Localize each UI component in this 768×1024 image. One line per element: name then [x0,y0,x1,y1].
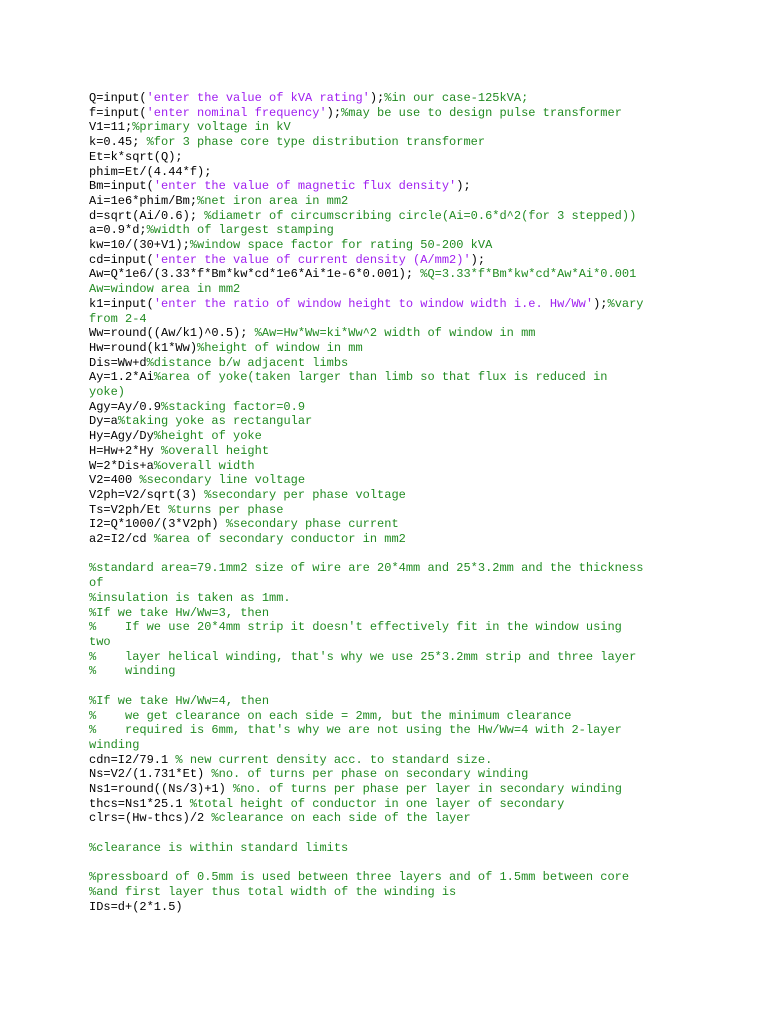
code-comment: %total height of conductor in one layer of secondary [189,796,565,811]
code-comment: % winding [89,664,176,679]
code-text: cd=input( [89,252,154,267]
code-line [89,591,729,606]
code-string: 'enter the ratio of window height to window width i.e. Hw/Ww' [153,296,594,311]
code-text: ); [456,179,471,194]
code-text: thcs=Ns1*25.1 [89,796,190,811]
code-text: f=input( [89,105,147,120]
code-line [89,253,729,268]
blank-line [89,679,729,694]
code-line [89,341,729,356]
code-comment: %height of window in mm [197,340,363,355]
code-line [89,356,729,371]
code-line [89,885,729,900]
code-line [89,223,729,238]
code-text: Q=input( [89,91,147,105]
blank-line [89,856,729,871]
code-text: I2=Q*1000/(3*V2ph) [89,517,226,532]
code-line [89,635,729,650]
code-comment: %primary voltage in kV [132,120,291,135]
code-line [89,267,729,282]
code-comment: yoke) [89,385,126,400]
code-line [89,179,729,194]
code-comment: %overall height [161,443,270,458]
code-text: Ay=1.2*Ai [89,370,154,385]
code-text: clrs=(Hw-thcs)/2 [89,811,212,826]
code-line [89,841,729,856]
code-comment: %Aw=Hw*Ww=ki*Ww^2 width of window in mm [254,326,536,341]
code-comment: % required is 6mm, that's why we are not using the Hw/Ww=4 with 2-layer [89,723,622,738]
code-line [89,209,729,224]
code-line [89,797,729,812]
code-comment: %If we take Hw/Ww=4, then [89,693,270,708]
code-line [89,561,729,576]
code-line [89,473,729,488]
blank-line [89,547,729,562]
code-line [89,165,729,180]
code-listing [89,91,729,914]
code-comment: %clearance on each side of the layer [211,811,471,826]
code-comment: %for 3 phase core type distribution transformer [146,135,486,150]
code-text: V2ph=V2/sqrt(3) [89,487,205,502]
code-comment: %area of yoke(taken larger than limb so that flux is reduced in [153,370,608,385]
code-line [89,532,729,547]
code-line [89,400,729,415]
code-comment: %diametr of circumscribing circle(Ai=0.6*d^2(for 3 stepped)) [204,208,637,223]
code-comment: two [89,635,111,649]
code-text: Ai=1e6*phim/Bm; [89,193,198,208]
code-text: a2=I2/cd [89,532,154,547]
code-string: 'enter the value of current density (A/mm2)' [153,252,471,267]
code-text: Ns1=round((Ns/3)+1) [89,782,234,797]
code-comment: %no. of turns per phase per layer in secondary winding [233,782,622,797]
code-text: W=2*Dis+a [89,458,154,473]
code-comment: %net iron area in mm2 [197,193,349,208]
code-text: ); [470,252,486,267]
code-comment: Aw=window area in mm2 [89,282,241,297]
code-line [89,576,729,591]
code-text: ); [326,105,342,120]
code-line [89,870,729,885]
code-comment: %in our case-125kVA; [384,91,529,105]
code-line [89,606,729,621]
code-comment: %window space factor for rating 50-200 kVA [189,238,493,253]
code-line [89,385,729,400]
code-comment: %taking yoke as rectangular [117,414,313,429]
code-line [89,723,729,738]
code-comment: %distance b/w adjacent limbs [146,355,349,370]
code-comment: %vary [607,296,644,311]
code-comment: of [89,576,104,591]
code-comment: %insulation is taken as 1mm. [89,590,291,605]
code-comment: %no. of turns per phase on secondary winding [211,767,529,782]
code-text: V1=11; [89,120,133,135]
code-line [89,326,729,341]
code-comment: %turns per phase [168,502,284,517]
code-line [89,753,729,768]
code-line [89,709,729,724]
code-comment: % layer helical winding, that's why we use 25*3.2mm strip and three layer [89,649,637,664]
code-line [89,150,729,165]
code-text: k=0.45; [89,135,147,150]
code-line [89,429,729,444]
code-text: Dy=a [89,414,118,429]
code-line [89,194,729,209]
code-comment: from 2-4 [89,311,147,326]
code-text: Agy=Ay/0.9 [89,399,162,414]
code-line [89,517,729,532]
code-text: ); [369,91,385,105]
code-comment: %secondary line voltage [139,473,306,488]
code-line [89,694,729,709]
code-string: 'enter nominal frequency' [146,105,327,120]
code-text: a=0.9*d; [89,223,147,238]
code-comment: %stacking factor=0.9 [161,399,306,414]
code-line [89,459,729,474]
code-line [89,503,729,518]
code-line [89,811,729,826]
code-text: IDs=d+(2*1.5) [89,899,183,914]
code-comment: % If we use 20*4mm strip it doesn't effectively fit in the window using [89,620,622,635]
code-comment: % we get clearance on each side = 2mm, but the minimum clearance [89,708,572,723]
code-comment: %If we take Hw/Ww=3, then [89,605,270,620]
code-text: H=Hw+2*Hy [89,443,162,458]
code-line [89,650,729,665]
blank-line [89,826,729,841]
code-text: d=sqrt(Ai/0.6); [89,208,205,223]
code-text: cdn=I2/79.1 [89,752,176,767]
code-comment: %overall width [153,458,255,473]
code-comment: %standard area=79.1mm2 size of wire are 20*4mm and 25*3.2mm and the thickness [89,561,644,576]
code-text: ); [593,296,608,311]
code-line [89,312,729,327]
code-line [89,782,729,797]
code-line [89,664,729,679]
code-comment: %height of yoke [153,429,262,444]
code-comment: %Q=3.33*f*Bm*kw*cd*Aw*Ai*0.001 [420,267,637,282]
code-line [89,900,729,915]
code-text: kw=10/(30+V1); [89,238,190,253]
code-text: Bm=input( [89,179,154,194]
code-line [89,106,729,121]
code-text: phim=Et/(4.44*f); [89,164,212,179]
code-comment: %may be use to design pulse transformer [341,105,622,120]
code-comment: %and first layer thus total width of the winding is [89,884,457,899]
code-text: Ns=V2/(1.731*Et) [89,767,212,782]
code-line [89,91,729,106]
code-string: 'enter the value of kVA rating' [146,91,370,105]
code-comment: %width of largest stamping [146,223,334,238]
code-line [89,297,729,312]
code-line [89,370,729,385]
code-line [89,135,729,150]
code-text: Ww=round((Aw/k1)^0.5); [89,326,255,341]
code-comment: winding [89,737,140,752]
code-line [89,488,729,503]
code-text: Dis=Ww+d [89,355,147,370]
code-comment: % new current density acc. to standard size. [175,752,493,767]
code-line [89,444,729,459]
code-comment: %secondary phase current [225,517,399,532]
code-line [89,414,729,429]
code-comment: %clearance is within standard limits [89,840,349,855]
code-comment: %pressboard of 0.5mm is used between three layers and of 1.5mm between core [89,870,630,885]
code-string: 'enter the value of magnetic flux density' [153,179,457,194]
code-text: Hy=Agy/Dy [89,429,154,444]
code-text: V2=400 [89,473,140,488]
code-line [89,238,729,253]
code-line [89,120,729,135]
code-line [89,282,729,297]
code-text: Et=k*sqrt(Q); [89,149,183,164]
code-line [89,767,729,782]
code-text: Ts=V2ph/Et [89,502,169,517]
code-comment: %area of secondary conductor in mm2 [153,532,406,547]
code-text: Aw=Q*1e6/(3.33*f*Bm*kw*cd*1e6*Ai*1e-6*0.001); [89,267,421,282]
code-text: k1=input( [89,296,154,311]
code-line [89,738,729,753]
code-comment: %secondary per phase voltage [204,487,406,502]
code-text: Hw=round(k1*Ww) [89,340,198,355]
code-line [89,620,729,635]
